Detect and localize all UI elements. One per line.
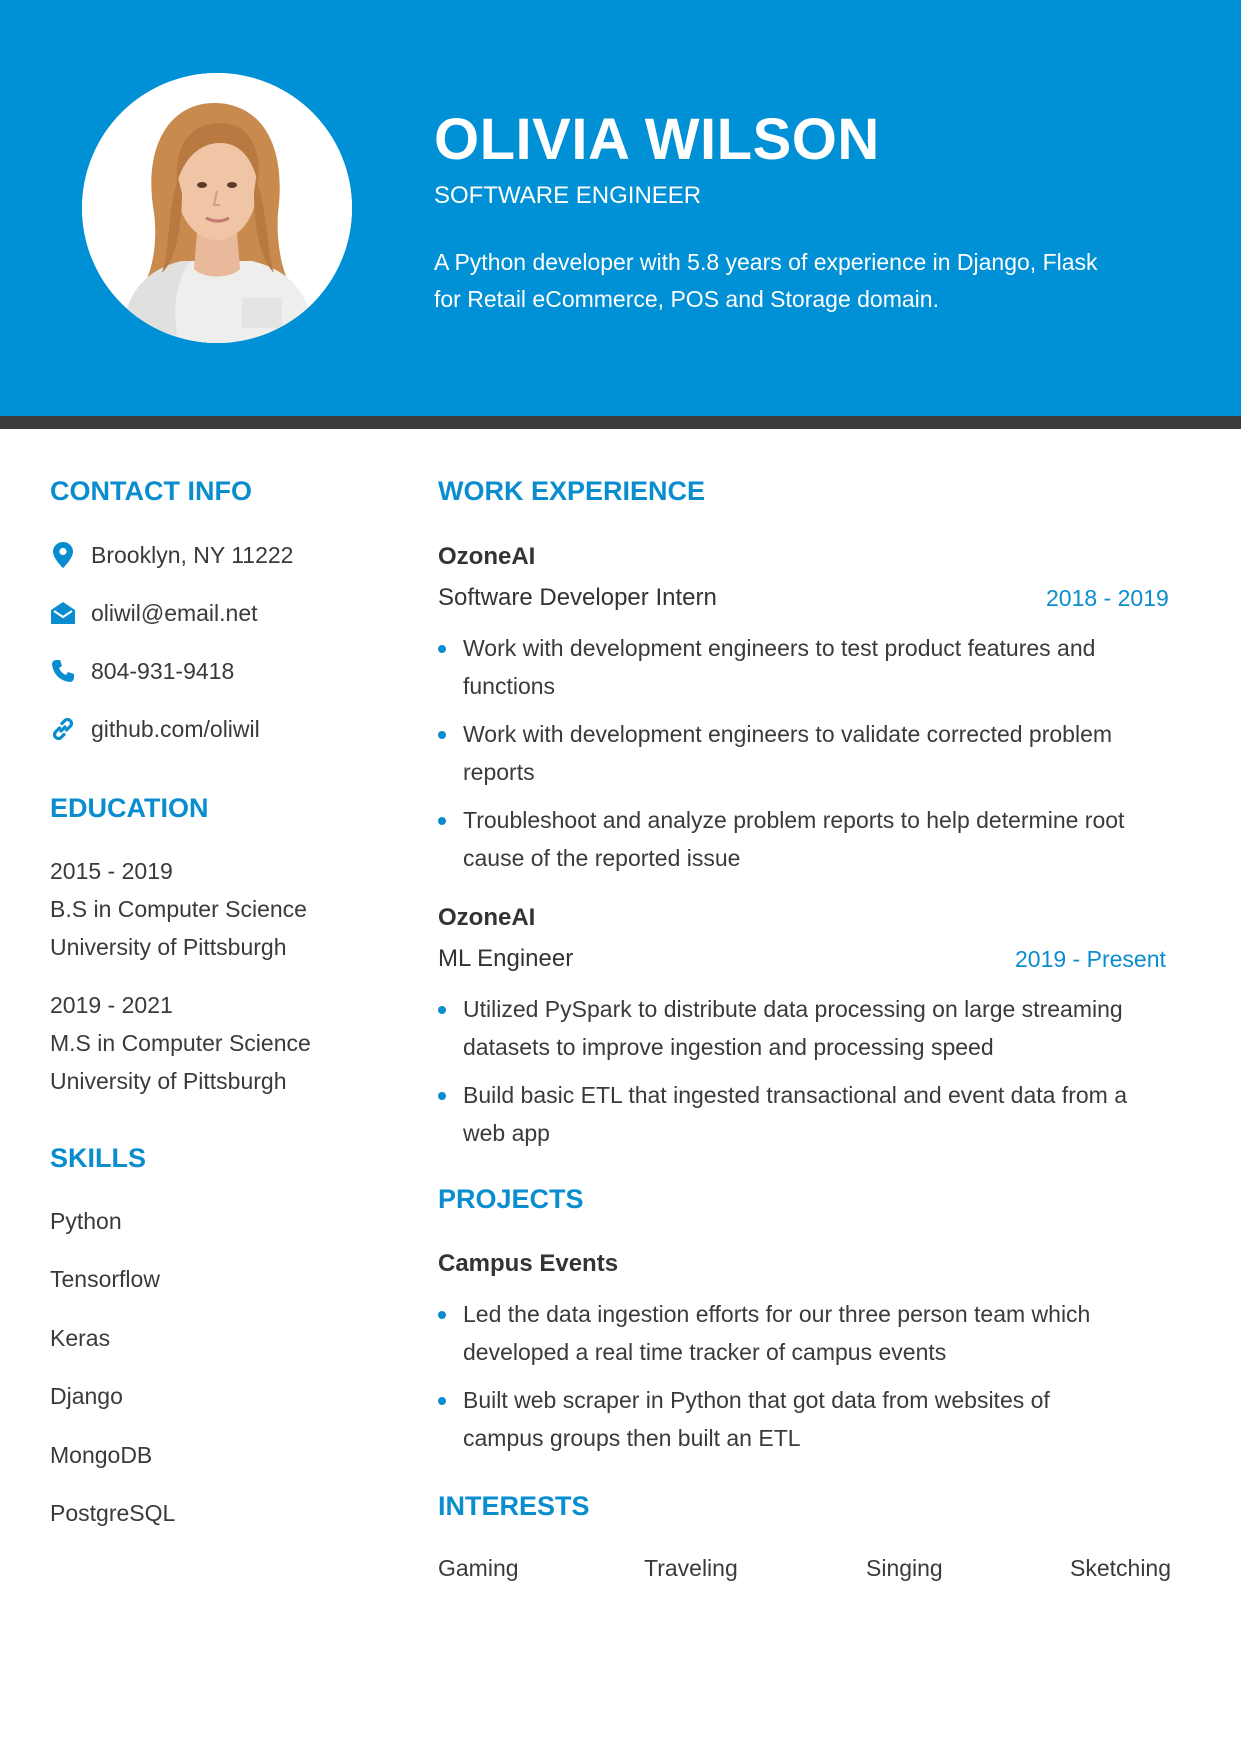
education-school: University of Pittsburgh	[50, 934, 287, 960]
location-pin-icon	[50, 542, 76, 568]
profile-photo	[82, 73, 352, 343]
job-bullet-list	[438, 990, 1128, 1162]
email-icon	[50, 600, 76, 626]
job-bullet: Build basic ETL that ingested transactional and event data from a web app	[438, 1076, 1128, 1152]
skill-item: MongoDB	[50, 1442, 153, 1468]
education-school: University of Pittsburgh	[50, 1068, 287, 1094]
contact-github-text: github.com/oliwil	[91, 715, 260, 742]
projects-section-title: PROJECTS	[438, 1184, 584, 1214]
contact-section-title: CONTACT INFO	[50, 476, 252, 506]
project-bullet: Led the data ingestion efforts for our three person team which developed a real time tracker of campus events	[438, 1295, 1128, 1371]
skill-item: Django	[50, 1383, 123, 1409]
contact-location-text: Brooklyn, NY 11222	[91, 541, 294, 568]
job-dates: 2018 - 2019	[1046, 585, 1169, 611]
job-company: OzoneAI	[438, 904, 536, 931]
interests-section-title: INTERESTS	[438, 1491, 590, 1521]
job-bullet-list	[438, 629, 1128, 887]
project-bullet: Built web scraper in Python that got data from websites of campus groups then built an ETL	[438, 1381, 1128, 1457]
interest-item: Sketching	[1070, 1555, 1172, 1581]
skills-section-title: SKILLS	[50, 1143, 147, 1173]
contact-email-text: oliwil@email.net	[91, 599, 258, 626]
contact-item-github[interactable]	[50, 714, 260, 744]
contact-item-location	[50, 540, 293, 570]
education-section-title: EDUCATION	[50, 793, 209, 823]
profile-photo-illustration	[82, 73, 352, 343]
education-degree: B.S in Computer Science	[50, 896, 307, 922]
education-item	[50, 986, 311, 1100]
candidate-name: OLIVIA WILSON	[434, 107, 880, 172]
job-bullet: Work with development engineers to validate corrected problem reports	[438, 715, 1128, 791]
skill-item: PostgreSQL	[50, 1500, 176, 1526]
interest-item: Traveling	[644, 1555, 738, 1581]
education-years: 2015 - 2019	[50, 858, 173, 884]
job-dates: 2019 - Present	[1015, 946, 1166, 972]
phone-icon	[50, 658, 76, 684]
job-bullet: Troubleshoot and analyze problem reports to help determine root cause of the reported issue	[438, 801, 1128, 877]
job-title: Software Developer Intern	[438, 584, 717, 611]
interest-item: Singing	[866, 1555, 943, 1581]
header-divider-bar	[0, 416, 1241, 429]
project-bullet-list	[438, 1295, 1128, 1467]
job-company: OzoneAI	[438, 543, 536, 570]
skill-item: Tensorflow	[50, 1266, 160, 1292]
link-icon	[50, 716, 76, 742]
skill-item: Python	[50, 1208, 122, 1234]
project-name: Campus Events	[438, 1250, 619, 1277]
education-degree: M.S in Computer Science	[50, 1030, 311, 1056]
interest-item: Gaming	[438, 1555, 519, 1581]
job-bullet: Utilized PySpark to distribute data processing on large streaming datasets to improve ingestion and processing speed	[438, 990, 1128, 1066]
education-item	[50, 852, 307, 966]
contact-item-email[interactable]	[50, 598, 258, 628]
job-bullet: Work with development engineers to test product features and functions	[438, 629, 1128, 705]
skill-item: Keras	[50, 1325, 111, 1351]
candidate-role: SOFTWARE ENGINEER	[434, 182, 702, 209]
contact-phone-text: 804-931-9418	[91, 657, 235, 684]
contact-item-phone[interactable]	[50, 656, 234, 686]
candidate-summary: A Python developer with 5.8 years of experience in Django, Flask for Retail eCommerce, POS and Storage domain.	[434, 249, 1098, 312]
work-section-title: WORK EXPERIENCE	[438, 476, 706, 506]
job-title: ML Engineer	[438, 945, 574, 972]
education-years: 2019 - 2021	[50, 992, 173, 1018]
